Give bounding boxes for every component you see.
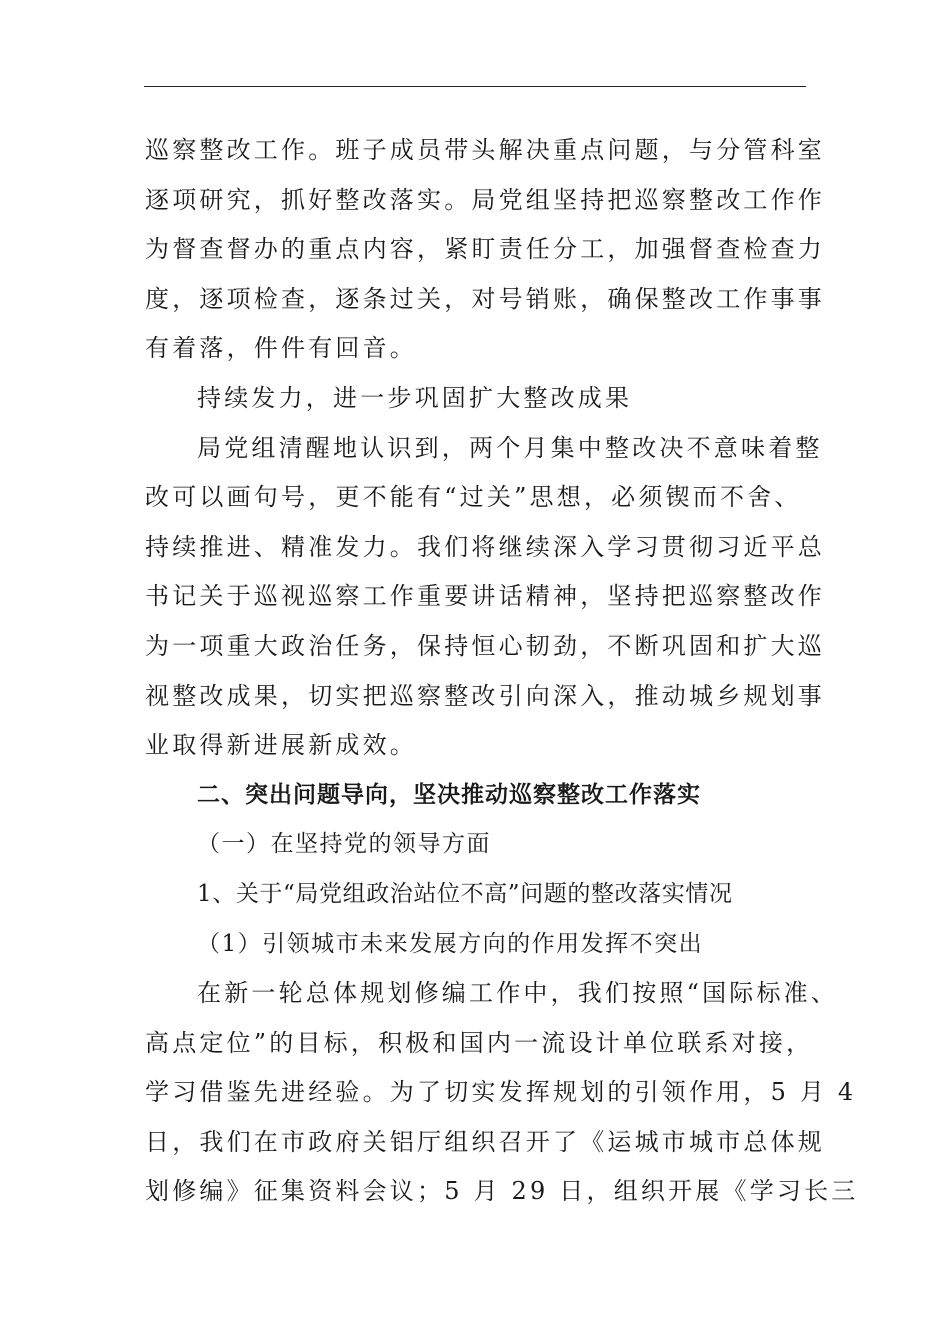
paragraph-line: 视整改成果，切实把巡察整改引向深入，推动城乡规划事 xyxy=(145,681,825,710)
subitem-heading: （1）引领城市未来发展方向的作用发挥不突出 xyxy=(197,930,704,957)
paragraph-line: 日，我们在市政府关铝厅组织召开了《运城市城市总体规 xyxy=(145,1127,825,1156)
paragraph-line: 逐项研究，抓好整改落实。局党组坚持把巡察整改工作作 xyxy=(145,185,825,214)
document-body xyxy=(145,126,859,1217)
paragraph-line: 持续推进、精准发力。我们将继续深入学习贯彻习近平总 xyxy=(145,532,825,561)
paragraph-line: 改可以画句号，更不能有“过关”思想，必须锲而不舍、 xyxy=(145,483,802,512)
subsection-heading: （一）在坚持党的领导方面 xyxy=(197,831,491,858)
paragraph-line: 高点定位”的目标，积极和国内一流设计单位联系对接， xyxy=(145,1028,814,1057)
paragraph-line: 学习借鉴先进经验。为了切实发挥规划的引领作用，5 月 4 xyxy=(145,1078,857,1107)
paragraph-line: 为督查督办的重点内容，紧盯责任分工，加强督查检查力 xyxy=(145,235,825,264)
section-subtitle: 持续发力，进一步巩固扩大整改成果 xyxy=(197,383,633,412)
paragraph-line: 度，逐项检查，逐条过关，对号销账，确保整改工作事事 xyxy=(145,284,825,313)
paragraph-line: 局党组清醒地认识到，两个月集中整改决不意味着整 xyxy=(197,433,823,462)
paragraph-line: 有着落，件件有回音。 xyxy=(145,334,417,363)
section-heading: 二、突出问题导向，坚决推动巡察整改工作落实 xyxy=(197,781,701,808)
paragraph-line: 书记关于巡视巡察工作重要讲话精神，坚持把巡察整改作 xyxy=(145,582,825,611)
paragraph-line: 在新一轮总体规划修编工作中，我们按照“国际标准、 xyxy=(197,979,839,1008)
paragraph-line: 为一项重大政治任务，保持恒心韧劲，不断巩固和扩大巡 xyxy=(145,631,825,660)
paragraph-line: 业取得新进展新成效。 xyxy=(145,731,417,760)
paragraph-line: 划修编》征集资料会议；5 月 29 日，组织开展《学习长三 xyxy=(145,1177,859,1206)
item-heading: 1、关于“局党组政治站位不高”问题的整改落实情况 xyxy=(197,880,733,907)
header-rule xyxy=(144,86,806,87)
paragraph-line: 巡察整改工作。班子成员带头解决重点问题，与分管科室 xyxy=(145,136,825,164)
